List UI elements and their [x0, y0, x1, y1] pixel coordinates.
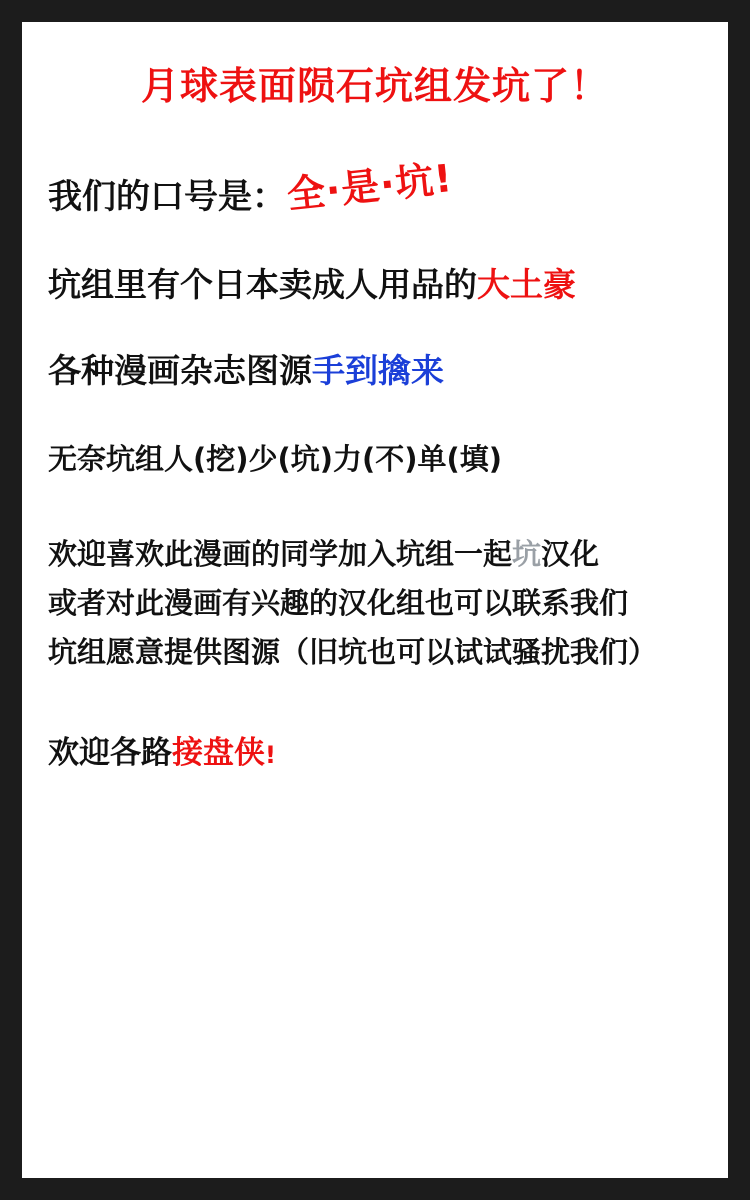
scan-source-line — [48, 349, 702, 394]
rich-member-highlight: 大土豪 — [477, 264, 576, 304]
welcome-suffix: ! — [265, 740, 276, 769]
scan-source-highlight: 手到擒来 — [312, 351, 444, 391]
welcome-prefix: 欢迎各路 — [48, 734, 172, 771]
page-title: 月球表面陨石坑组发坑了！ — [140, 64, 609, 108]
slogan-highlight: 全·是·坑! — [284, 155, 455, 217]
slogan-line — [48, 155, 702, 221]
rich-member-line — [48, 263, 702, 308]
few-members-line: 无奈坑组人(挖)少(坑)力(不)单(填) — [48, 441, 503, 476]
invitation-line-1-a: 欢迎喜欢此漫画的同学加入坑组一起 — [48, 537, 513, 572]
announcement-content — [22, 22, 728, 774]
scan-source-prefix: 各种漫画杂志图源 — [48, 351, 312, 391]
welcome-highlight: 接盘侠 — [172, 734, 265, 771]
invitation-line-1 — [48, 535, 702, 574]
invitation-line-1-highlight: 坑 — [512, 537, 542, 572]
invitation-line-1-b: 汉化 — [541, 537, 600, 572]
invitation-block — [48, 535, 702, 672]
rich-member-prefix: 坑组里有个日本卖成人用品的 — [48, 264, 477, 304]
welcome-line — [48, 733, 702, 775]
white-sheet — [22, 22, 728, 1178]
invitation-line-3: 坑组愿意提供图源（旧坑也可以试试骚扰我们） — [48, 635, 658, 670]
invitation-line-2: 或者对此漫画有兴趣的汉化组也可以联系我们 — [48, 586, 629, 621]
slogan-prefix: 我们的口号是： — [48, 176, 286, 217]
